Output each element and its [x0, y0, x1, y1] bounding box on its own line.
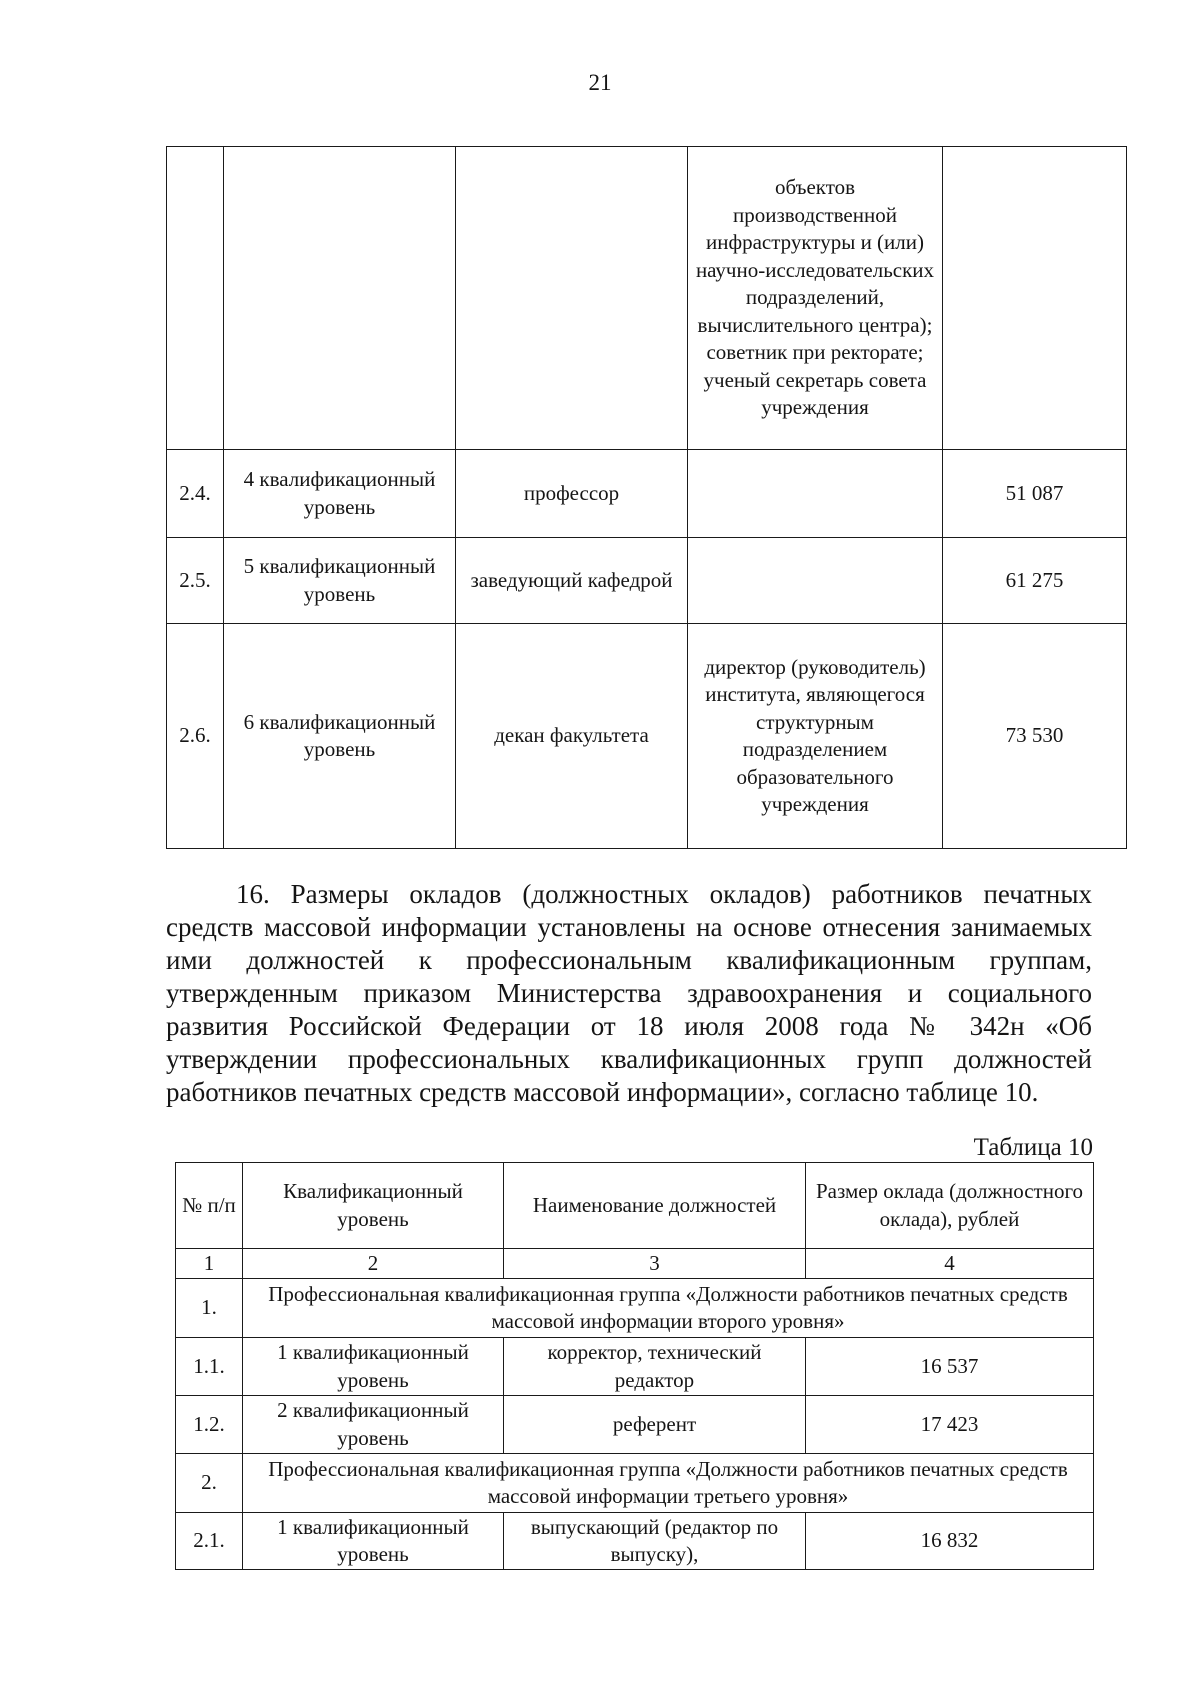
header-salary: Размер оклада (должностного оклада), рублей: [806, 1163, 1094, 1249]
table-10: [175, 1162, 1094, 1570]
position-name-cell: корректор, технический редактор: [504, 1338, 806, 1396]
additional-positions-cell: объектов производственной инфраструктуры и (или) научно-исследовательских подразделений, вычислительного центра); советник при ректорате; ученый секретарь совета учреждения: [688, 147, 943, 450]
group-row: [176, 1279, 1094, 1338]
position-name-cell: профессор: [456, 450, 688, 538]
position-name-cell: референт: [504, 1396, 806, 1454]
salary-cell: 51 087: [943, 450, 1127, 538]
qualification-level-cell: 1 квалификационный уровень: [243, 1513, 504, 1570]
row-number-cell: 2.6.: [167, 624, 224, 849]
qualification-level-cell: 5 квалификационный уровень: [224, 538, 456, 624]
row-number-cell: 1.: [176, 1279, 243, 1338]
position-name-cell: [456, 147, 688, 450]
group-title-cell: Профессиональная квалификационная группа «Должности работников печатных средств массовой информации второго уровня»: [243, 1279, 1094, 1338]
salary-cell: [943, 147, 1127, 450]
page-number: 21: [588, 70, 612, 95]
additional-positions-cell: [688, 450, 943, 538]
row-number-cell: 2.1.: [176, 1513, 243, 1570]
row-number-cell: 2.: [176, 1454, 243, 1513]
row-number-cell: 1.1.: [176, 1338, 243, 1396]
row-number-cell: 2.4.: [167, 450, 224, 538]
table-row: [167, 624, 1127, 849]
paragraph-16: 16. Размеры окладов (должностных окладов) работников печатных средств массовой информации установлены на основе отнесения занимаемых ими должностей к профессиональным квалификационным группам, утвержденным приказом Министерства здравоохранения и социального развития Российской Федерации от 18 июля 2008 года № 342н «Об утверждении профессиональных квалификационных групп должностей работников печатных средств массовой информации», согласно таблице 10.: [166, 879, 1092, 1107]
position-name-cell: заведующий кафедрой: [456, 538, 688, 624]
qualification-level-cell: 6 квалификационный уровень: [224, 624, 456, 849]
salary-cell: 73 530: [943, 624, 1127, 849]
additional-positions-cell: [688, 538, 943, 624]
qualification-level-cell: 4 квалификационный уровень: [224, 450, 456, 538]
qualification-level-cell: 2 квалификационный уровень: [243, 1396, 504, 1454]
group-row: [176, 1454, 1094, 1513]
group-title-cell: Профессиональная квалификационная группа «Должности работников печатных средств массовой информации третьего уровня»: [243, 1454, 1094, 1513]
table-row: [167, 538, 1127, 624]
salary-cell: 17 423: [806, 1396, 1094, 1454]
table-row: [176, 1513, 1094, 1570]
column-number: 3: [504, 1249, 806, 1279]
row-number-cell: 1.2.: [176, 1396, 243, 1454]
header-level: Квалификационный уровень: [243, 1163, 504, 1249]
qualification-level-cell: 1 квалификационный уровень: [243, 1338, 504, 1396]
header-position: Наименование должностей: [504, 1163, 806, 1249]
header-row: [176, 1163, 1094, 1249]
table-caption: Таблица 10: [973, 1134, 1093, 1161]
table-row: [167, 450, 1127, 538]
column-number: 2: [243, 1249, 504, 1279]
salary-cell: 61 275: [943, 538, 1127, 624]
column-number-row: [176, 1249, 1094, 1279]
row-number-cell: [167, 147, 224, 450]
table-row: [176, 1338, 1094, 1396]
table-row: [167, 147, 1127, 450]
salary-cell: 16 537: [806, 1338, 1094, 1396]
header-number: № п/п: [176, 1163, 243, 1249]
salary-cell: 16 832: [806, 1513, 1094, 1570]
position-name-cell: декан факультета: [456, 624, 688, 849]
positions-salary-table-continued: [166, 146, 1127, 849]
qualification-level-cell: [224, 147, 456, 450]
row-number-cell: 2.5.: [167, 538, 224, 624]
column-number: 1: [176, 1249, 243, 1279]
additional-positions-cell: директор (руководитель) института, являющегося структурным подразделением образовательного учреждения: [688, 624, 943, 849]
column-number: 4: [806, 1249, 1094, 1279]
table-row: [176, 1396, 1094, 1454]
position-name-cell: выпускающий (редактор по выпуску),: [504, 1513, 806, 1570]
